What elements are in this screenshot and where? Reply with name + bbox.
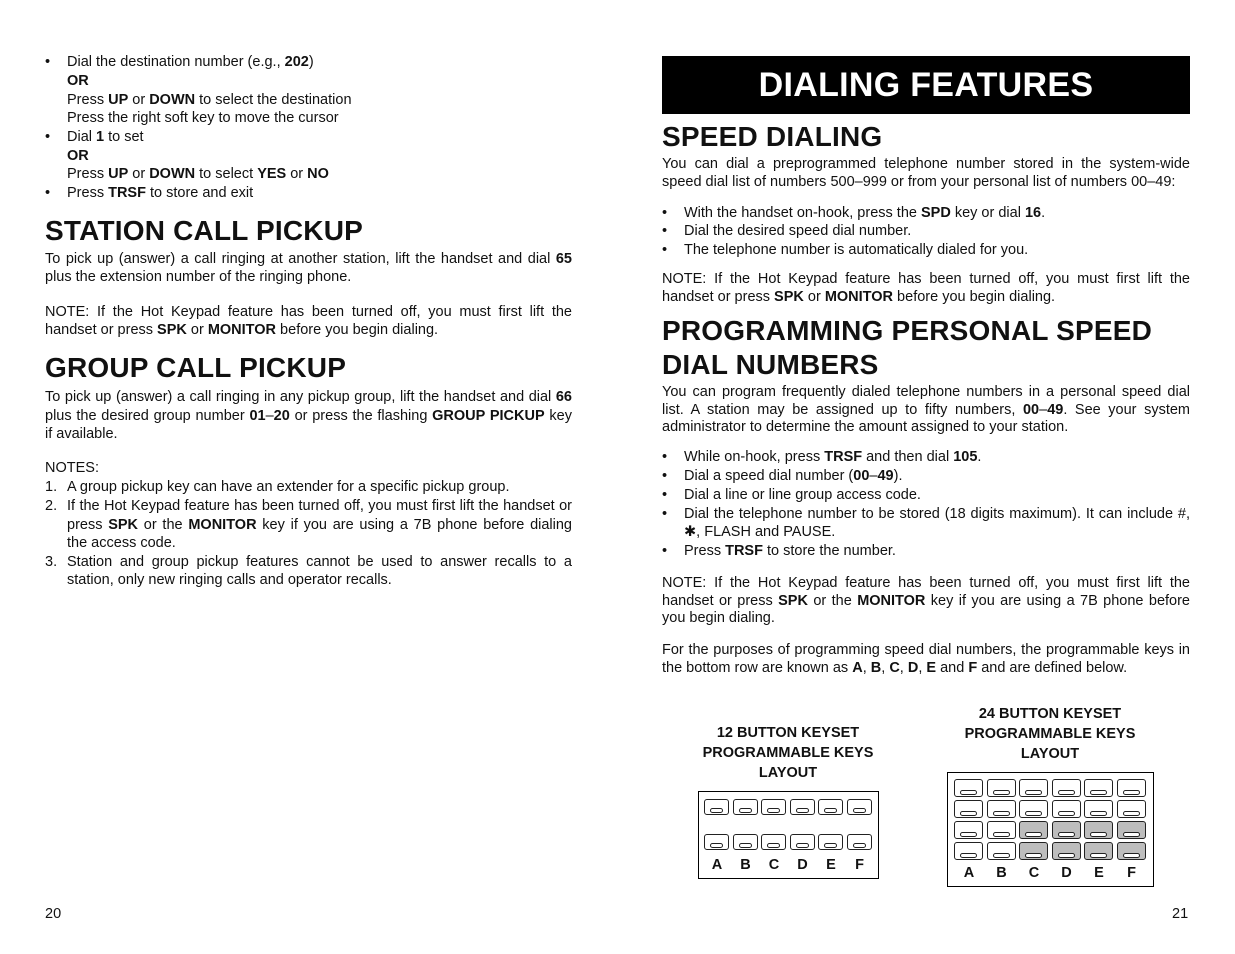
key-letter-label: F <box>855 857 864 873</box>
speed-dial-step: Dial the desired speed dial number. <box>684 223 912 239</box>
key-lamp-icon <box>739 808 752 813</box>
bullet-dot: • <box>662 449 668 465</box>
keyset-button <box>954 800 983 818</box>
page-number: 20 <box>45 906 62 922</box>
key-lamp-icon <box>1090 811 1107 816</box>
key-lamp-icon <box>853 808 866 813</box>
note-item: If the Hot Keypad feature has been turned off, you must first lift the handset or press SPK or the MONITOR key if you are using a 7B phone before dialing the access code. <box>67 498 572 552</box>
key-lamp-icon <box>853 843 866 848</box>
section-heading-station-call-pickup: STATION CALL PICKUP <box>45 215 364 246</box>
personal-speed-step: Dial a line or line group access code. <box>684 487 921 503</box>
keyset-button <box>1052 800 1081 818</box>
keyset-button <box>733 834 758 850</box>
key-lamp-icon <box>960 811 977 816</box>
station-pickup-paragraph: To pick up (answer) a call ringing at another station, lift the handset and dial 65 plus the extension number of the ringing phone. <box>45 251 572 285</box>
keyset24-caption: 24 BUTTON KEYSET PROGRAMMABLE KEYS LAYOUT <box>964 706 1136 762</box>
key-lamp-icon <box>796 843 809 848</box>
bullet-dot: • <box>662 487 668 503</box>
keyset-button <box>1117 842 1146 860</box>
keyset-button <box>761 834 786 850</box>
key-lamp-icon <box>1058 832 1075 837</box>
key-lamp-icon <box>710 808 723 813</box>
key-lamp-icon <box>1025 790 1042 795</box>
keyset-button <box>818 834 843 850</box>
keyset-button <box>1052 779 1081 797</box>
speed-dialing-paragraph: You can dial a preprogrammed telephone number stored in the system-wide speed dial list of numbers 500–999 or from your personal list of numbers 00–49: <box>662 156 1190 190</box>
key-lamp-icon <box>1123 790 1140 795</box>
speed-dial-step: With the handset on-hook, press the SPD key or dial 16. <box>684 205 1046 221</box>
key-lamp-icon <box>1025 811 1042 816</box>
key-lamp-icon <box>1025 832 1042 837</box>
personal-speed-step: Dial the telephone number to be stored (18 digits maximum). It can include #, ✱, FLASH and PAUSE. <box>684 506 1190 540</box>
keyset-button <box>1117 779 1146 797</box>
key-lamp-icon <box>993 790 1010 795</box>
key-lamp-icon <box>993 853 1010 858</box>
keyset-button <box>1052 842 1081 860</box>
station-pickup-note: NOTE: If the Hot Keypad feature has been turned off, you must first lift the handset or press SPK or MONITOR before you begin dialing. <box>45 304 572 338</box>
speed-dialing-note: NOTE: If the Hot Keypad feature has been turned off, you must first lift the handset or press SPK or MONITOR before you begin dialing. <box>662 271 1190 305</box>
keyset-button <box>847 834 872 850</box>
key-letter-label: B <box>740 857 751 873</box>
keyset-button <box>1084 842 1113 860</box>
key-lamp-icon <box>1123 811 1140 816</box>
keyset24-diagram <box>947 772 1154 887</box>
keys-definition-paragraph: For the purposes of programming speed dial numbers, the programmable keys in the bottom row are known as A, B, C, D, E and F and are defined below. <box>662 642 1190 676</box>
personal-speed-step: Press TRSF to store the number. <box>684 543 896 559</box>
keyset-button <box>954 779 983 797</box>
notes-label: NOTES: <box>45 460 99 476</box>
key-letter-label: A <box>963 865 975 881</box>
step-dial-destination: Dial the destination number (e.g., 202) <box>67 54 314 70</box>
bullet-dot: • <box>662 468 668 484</box>
keyset-button <box>987 779 1016 797</box>
personal-speed-paragraph: You can program frequently dialed telephone numbers in a personal speed dial list. A station may be assigned up to fifty numbers, 00–49. See your system administrator to determine the amount assigned to your station. <box>662 384 1190 435</box>
note-item: A group pickup key can have an extender for a specific pickup group. <box>67 479 510 495</box>
key-lamp-icon <box>824 843 837 848</box>
keyset-button <box>987 842 1016 860</box>
keyset-button <box>790 799 815 815</box>
key-lamp-icon <box>1058 790 1075 795</box>
key-lamp-icon <box>1090 853 1107 858</box>
note-number: 3. <box>45 554 58 570</box>
key-lamp-icon <box>993 832 1010 837</box>
bullet-dot: • <box>662 543 668 559</box>
keyset-button <box>847 799 872 815</box>
note-item: Station and group pickup features cannot be used to answer recalls to a station, only new ringing calls and operator recalls. <box>67 554 572 588</box>
keyset-button <box>818 799 843 815</box>
section-heading-group-call-pickup: GROUP CALL PICKUP <box>45 352 347 383</box>
keyset-button <box>954 842 983 860</box>
step-right-soft-key: Press the right soft key to move the cursor <box>67 110 339 126</box>
keyset-button <box>1117 800 1146 818</box>
bullet-dot: • <box>662 506 668 522</box>
key-lamp-icon <box>1058 811 1075 816</box>
key-lamp-icon <box>1123 832 1140 837</box>
key-lamp-icon <box>767 808 780 813</box>
keyset-button <box>987 800 1016 818</box>
step-or: OR <box>67 73 89 89</box>
key-letter-label: A <box>711 857 723 873</box>
bullet-dot: • <box>662 223 668 239</box>
keyset-button <box>1117 821 1146 839</box>
step-or: OR <box>67 148 89 164</box>
keyset12-caption: 12 BUTTON KEYSET PROGRAMMABLE KEYS LAYOUT <box>702 725 874 781</box>
key-letter-label: D <box>1061 865 1072 881</box>
key-letter-label: C <box>1028 865 1040 881</box>
keyset-button <box>704 799 729 815</box>
section-heading-speed-dialing: SPEED DIALING <box>662 121 883 152</box>
keyset-button <box>954 821 983 839</box>
group-pickup-paragraph: To pick up (answer) a call ringing in any pickup group, lift the handset and dial 66 plus the desired group number 01–20 or press the flashing GROUP PICKUP key if available. <box>45 389 572 442</box>
key-lamp-icon <box>1025 853 1042 858</box>
keyset-button <box>704 834 729 850</box>
key-lamp-icon <box>960 832 977 837</box>
keyset-button <box>1019 779 1048 797</box>
key-lamp-icon <box>1123 853 1140 858</box>
keyset-button <box>1084 800 1113 818</box>
keyset-button <box>1019 821 1048 839</box>
section-heading-personal-speed-line2: DIAL NUMBERS <box>662 349 879 380</box>
step-yes-no: Press UP or DOWN to select YES or NO <box>67 166 329 182</box>
keyset-button <box>1084 821 1113 839</box>
key-lamp-icon <box>1090 790 1107 795</box>
bullet-dot: • <box>45 185 51 201</box>
keyset-button <box>987 821 1016 839</box>
keyset-button <box>733 799 758 815</box>
step-store-exit: Press TRSF to store and exit <box>67 185 254 201</box>
keyset-button <box>1019 842 1048 860</box>
key-letter-label: E <box>1094 865 1104 881</box>
speed-dial-step: The telephone number is automatically dialed for you. <box>684 242 1029 258</box>
chapter-banner: DIALING FEATURES <box>662 56 1190 114</box>
key-letter-label: B <box>996 865 1007 881</box>
note-number: 2. <box>45 498 58 514</box>
page-number: 21 <box>1172 906 1189 922</box>
personal-speed-step: Dial a speed dial number (00–49). <box>684 468 903 484</box>
key-lamp-icon <box>824 808 837 813</box>
keyset-button <box>761 799 786 815</box>
note-number: 1. <box>45 479 58 495</box>
bullet-dot: • <box>45 54 51 70</box>
keyset12-diagram <box>698 791 879 879</box>
key-lamp-icon <box>1058 853 1075 858</box>
key-letter-label: D <box>797 857 808 873</box>
step-dial-1: Dial 1 to set <box>67 129 144 145</box>
section-heading-personal-speed-line1: PROGRAMMING PERSONAL SPEED <box>662 315 1153 346</box>
step-up-down: Press UP or DOWN to select the destination <box>67 92 352 108</box>
key-lamp-icon <box>739 843 752 848</box>
key-lamp-icon <box>710 843 723 848</box>
key-letter-label: C <box>768 857 780 873</box>
bullet-dot: • <box>662 242 668 258</box>
keyset-button <box>1052 821 1081 839</box>
personal-speed-note: NOTE: If the Hot Keypad feature has been turned off, you must first lift the handset or press SPK or the MONITOR key if you are using a 7B phone before you begin dialing. <box>662 575 1190 626</box>
key-lamp-icon <box>960 853 977 858</box>
key-lamp-icon <box>960 790 977 795</box>
key-lamp-icon <box>796 808 809 813</box>
keyset-button <box>1084 779 1113 797</box>
bullet-dot: • <box>45 129 51 145</box>
key-lamp-icon <box>993 811 1010 816</box>
key-letter-label: E <box>826 857 836 873</box>
personal-speed-step: While on-hook, press TRSF and then dial 105. <box>684 449 982 465</box>
key-lamp-icon <box>767 843 780 848</box>
keyset-button <box>1019 800 1048 818</box>
key-lamp-icon <box>1090 832 1107 837</box>
bullet-dot: • <box>662 205 668 221</box>
key-letter-label: F <box>1127 865 1136 881</box>
keyset-button <box>790 834 815 850</box>
